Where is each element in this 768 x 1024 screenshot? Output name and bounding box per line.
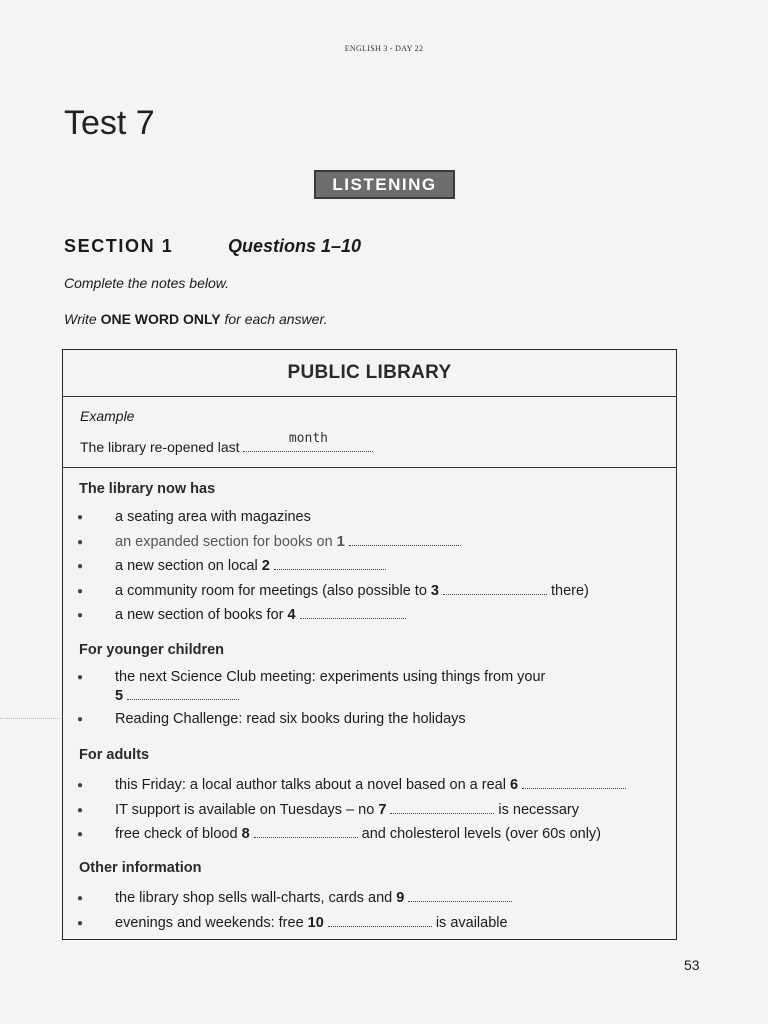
question-number: 3 <box>430 583 439 599</box>
bullet-icon: ● <box>77 828 84 840</box>
bullet-icon: ● <box>77 609 84 621</box>
bullet-icon: ● <box>77 713 84 725</box>
list-item <box>77 776 630 793</box>
instruction-line-2 <box>64 311 327 327</box>
question-number: 8 <box>241 826 250 842</box>
item-text: the next Science Club meeting: experiments using things from your <box>115 669 546 685</box>
answer-blank-2[interactable] <box>274 557 386 570</box>
example-block <box>63 397 676 468</box>
question-number: 10 <box>307 915 324 931</box>
item-text: a new section on local <box>115 558 258 574</box>
bullet-icon: ● <box>77 511 84 523</box>
item-text: this Friday: a local author talks about a novel based on a real <box>115 777 506 793</box>
item-text: the library shop sells wall-charts, cards and <box>115 890 393 906</box>
listening-banner <box>314 170 455 199</box>
example-sentence <box>80 431 373 455</box>
item-text: an expanded section for books on <box>115 534 333 550</box>
questions-range: Questions 1–10 <box>228 236 362 256</box>
answer-blank-10[interactable] <box>328 914 432 927</box>
bullet-icon: ● <box>77 585 84 597</box>
example-answer-blank <box>243 431 373 452</box>
question-number: 9 <box>396 890 405 906</box>
question-number: 6 <box>509 777 519 793</box>
section-heading <box>64 236 362 257</box>
answer-blank-1[interactable] <box>349 533 461 546</box>
list-item <box>77 557 390 574</box>
item-text: Reading Challenge: read six books during the holidays <box>115 711 466 727</box>
bullet-icon: ● <box>77 804 84 816</box>
answer-blank-9[interactable] <box>408 889 512 902</box>
item-text: a seating area with magazines <box>115 509 311 525</box>
item-after: there) <box>551 583 589 599</box>
list-item <box>77 606 410 623</box>
list-item <box>77 533 465 550</box>
notes-title: PUBLIC LIBRARY <box>63 350 676 397</box>
heading-other-information: Other information <box>79 860 202 876</box>
item-text: IT support is available on Tuesdays – no <box>115 802 375 818</box>
heading-younger-children: For younger children <box>79 642 225 658</box>
question-number: 1 <box>336 534 345 550</box>
item-after: and cholesterol levels (over 60s only) <box>361 826 602 842</box>
answer-blank-7[interactable] <box>390 801 494 814</box>
test-title: Test 7 <box>64 104 155 142</box>
bullet-icon: ● <box>77 536 84 548</box>
page-number: 53 <box>684 957 700 973</box>
list-item <box>77 889 516 906</box>
item-text: a community room for meetings (also possible to <box>115 583 427 599</box>
question-number: 2 <box>261 558 270 574</box>
answer-blank-3[interactable] <box>443 582 547 595</box>
example-text: The library re-opened last <box>80 439 240 455</box>
answer-blank-8[interactable] <box>254 825 358 838</box>
example-answer: month <box>288 431 328 446</box>
bullet-icon: ● <box>77 892 84 904</box>
bullet-icon: ● <box>77 779 84 791</box>
list-item <box>77 914 508 931</box>
question-number: 4 <box>287 607 296 623</box>
item-after: is necessary <box>498 802 579 818</box>
list-item-continuation <box>115 687 243 704</box>
item-text: evenings and weekends: free <box>115 915 304 931</box>
answer-blank-4[interactable] <box>300 606 406 619</box>
section-label: SECTION 1 <box>64 236 174 256</box>
answer-blank-5[interactable] <box>127 687 239 700</box>
item-text: free check of blood <box>115 826 238 842</box>
question-number: 7 <box>378 802 387 818</box>
heading-library-now: The library now has <box>79 481 216 497</box>
instruction-line-1: Complete the notes below. <box>64 275 229 291</box>
example-label: Example <box>80 408 135 424</box>
bullet-icon: ● <box>77 560 84 572</box>
bullet-icon: ● <box>77 671 84 683</box>
list-item <box>77 582 589 599</box>
item-after: is available <box>435 915 508 931</box>
list-item <box>77 825 601 842</box>
list-item <box>77 711 466 727</box>
scan-artifact <box>0 718 60 719</box>
question-number: 5 <box>115 688 124 704</box>
list-item <box>77 801 579 818</box>
running-head: ENGLISH 3 - DAY 22 <box>344 44 424 53</box>
banner-label: LISTENING <box>332 174 437 194</box>
instruction-pre: Write <box>64 311 101 327</box>
bullet-icon: ● <box>77 917 84 929</box>
list-item <box>77 669 545 685</box>
list-item <box>77 509 311 525</box>
instruction-emphasis: ONE WORD ONLY <box>100 311 221 327</box>
item-text: a new section of books for <box>115 607 284 623</box>
answer-blank-6[interactable] <box>522 776 626 789</box>
heading-adults: For adults <box>79 747 150 763</box>
instruction-post: for each answer. <box>220 311 328 327</box>
notes-box <box>62 349 677 940</box>
